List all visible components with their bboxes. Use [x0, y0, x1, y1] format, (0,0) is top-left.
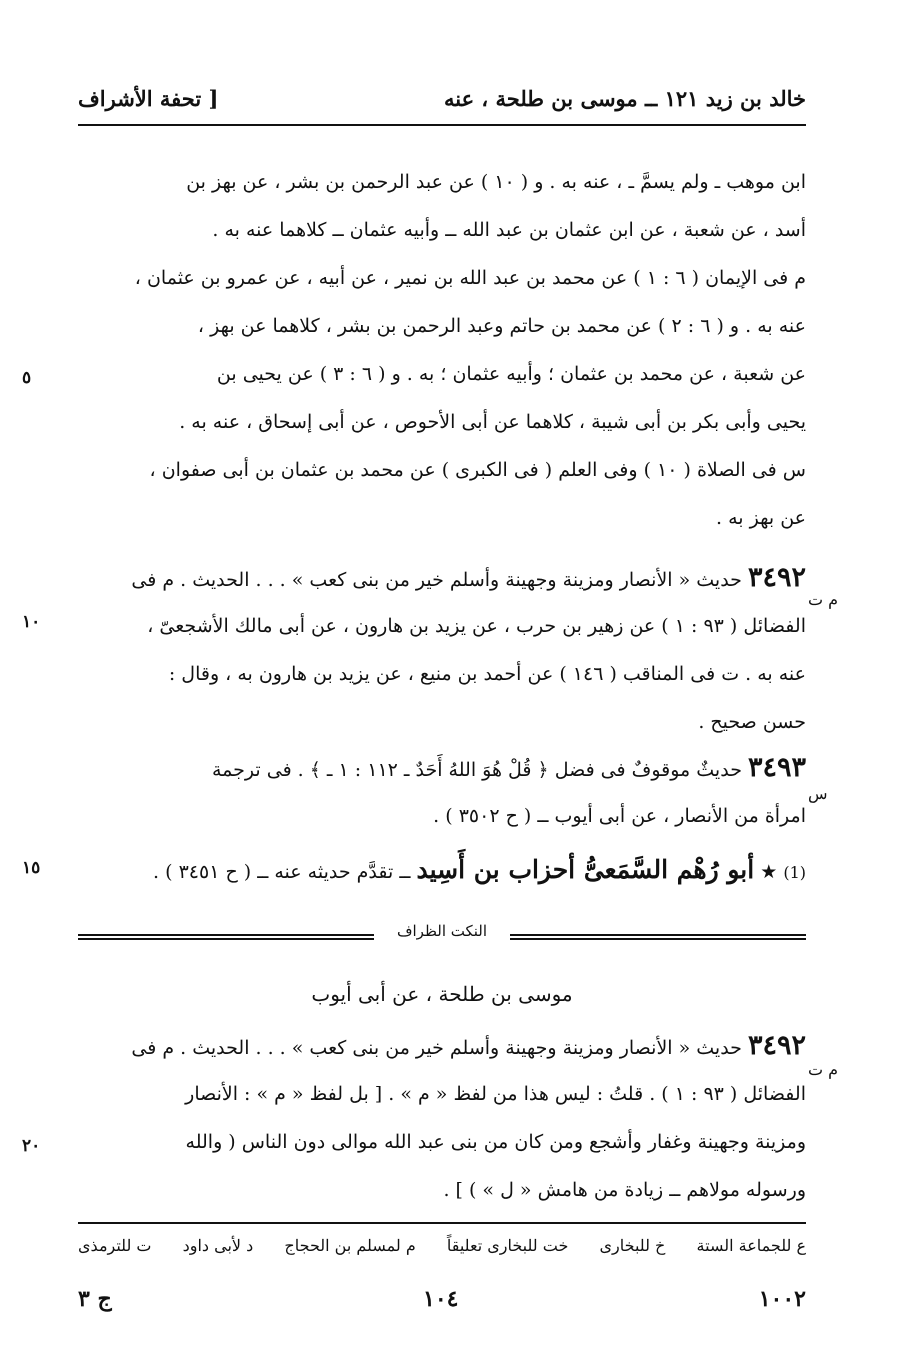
header-title: خالد بن زيد ١٢١ ــ موسى بن طلحة ، عنه: [443, 86, 806, 111]
section-subheading: موسى بن طلحة ، عن أبى أيوب: [311, 982, 573, 1006]
hadith-entry-3493: [78, 744, 806, 840]
text-line: ٣٤٩٣ حديثٌ موقوفٌ فى فضل ﴿ قُلْ هُوَ اللهُ أَحَدٌ ـ ١١٢ : ١ ـ ﴾ . فى ترجمة: [212, 752, 806, 783]
running-header: [78, 82, 806, 122]
paragraph-continuation: [78, 158, 806, 542]
text-line: يحيى وأبى بكر بن أبى شيبة ، كلاهما عن أبى الأحوص ، عن أبى إسحاق ، عنه به .: [179, 411, 806, 433]
text-line: ٣٤٩٢ حديث « الأنصار ومزينة وجهينة وأسلم خير من بنى كعب » . . . الحديث . م فى: [131, 562, 806, 593]
star-icon: ★: [760, 861, 778, 883]
double-rule: [78, 934, 374, 940]
abbreviation: ع للجماعة الستة: [696, 1236, 806, 1255]
footer-rule: [78, 1222, 806, 1224]
line-number: ١٥: [22, 858, 41, 878]
hadith-number: ٣٤٩٢: [747, 562, 806, 593]
text-line: عنه به . ت فى المناقب ( ١٤٦ ) عن أحمد بن منيع ، عن يزيد بن هارون به ، وقال :: [168, 663, 806, 685]
abbreviation-key: [78, 1236, 806, 1255]
hadith-number: ٣٤٩٢: [747, 1030, 806, 1061]
text-line: ٣٤٩٢ حديث « الأنصار ومزينة وجهينة وأسلم خير من بنى كعب » . . . الحديث . م فى: [131, 1030, 806, 1061]
divider-label: النكت الظراف: [396, 922, 488, 940]
page-number: ١٠٤: [423, 1286, 459, 1312]
text-line: عنه به . و ( ٦ : ٢ ) عن محمد بن حاتم وعبد الرحمن بن بشر ، كلاهما عن بهز ،: [197, 315, 806, 337]
line-number: ٢٠: [22, 1136, 41, 1156]
hadith-entry-3492: [78, 554, 806, 746]
abbreviation: د لأبى داود: [182, 1236, 254, 1255]
abbreviation: خت للبخارى تعليقاً: [446, 1236, 569, 1255]
text-line: الفضائل ( ٩٣ : ١ ) . قلتُ : ليس هذا من لفظ « م » . [ بل لفظ « م » : الأنصار: [185, 1083, 806, 1105]
text-line: م فى الإيمان ( ٦ : ١ ) عن محمد بن عبد الله بن نمير ، عن أبيه ، عن عمرو بن عثمان ،: [134, 267, 806, 289]
text-line: ورسوله مولاهم ــ زيادة من هامش « ل » ) ] .: [443, 1179, 806, 1201]
line-number: ٥: [22, 368, 32, 388]
hadith-entry-3492-notes: [78, 1022, 806, 1214]
header-book-title: [ تحفة الأشراف: [78, 86, 219, 111]
footnote-ref: (1): [783, 863, 806, 882]
margin-symbol: م ت: [808, 1060, 839, 1079]
double-rule: [510, 934, 806, 940]
text-line: حسن صحيح .: [698, 711, 806, 733]
text-line: عن بهز به .: [716, 507, 806, 529]
text-line: (1) ★ أبو رُهْم السَّمَعىُّ أحزاب بن أَسِيد ــ تقدَّم حديثه عنه ــ ( ح ٣٤٥١ ) .: [153, 855, 806, 884]
section-divider: [78, 922, 806, 948]
header-rule: [78, 124, 806, 126]
narrator-entry: [78, 846, 806, 894]
hadith-number: ٣٤٩٣: [747, 752, 806, 783]
page-footer: [78, 1286, 806, 1316]
line-number: ١٠: [22, 612, 41, 632]
text-line: ابن موهب ـ ولم يسمَّ ـ ، عنه به . و ( ١٠ ) عن عبد الرحمن بن بشر ، عن بهز بن: [186, 171, 806, 193]
global-page-number: ١٠٠٢: [758, 1286, 806, 1312]
margin-symbol: س: [808, 784, 828, 803]
narrator-name: أبو رُهْم السَّمَعىُّ أحزاب بن أَسِيد: [416, 855, 755, 884]
text-line: امرأة من الأنصار ، عن أبى أيوب ــ ( ح ٣٥٠٢ ) .: [433, 805, 806, 827]
text-line: س فى الصلاة ( ١٠ ) وفى العلم ( فى الكبرى ) عن محمد بن عثمان بن أبى صفوان ،: [149, 459, 806, 481]
volume-label: ج ٣: [78, 1286, 112, 1312]
text-line: ومزينة وجهينة وغفار وأشجع ومن كان من بنى عبد الله موالى دون الناس ( والله: [185, 1131, 806, 1153]
text-line: عن شعبة ، عن محمد بن عثمان ؛ وأبيه عثمان ؛ به . و ( ٦ : ٣ ) عن يحيى بن: [216, 363, 806, 385]
text-line: أسد ، عن شعبة ، عن ابن عثمان بن عبد الله ــ وأبيه عثمان ــ كلاهما عنه به .: [212, 219, 806, 241]
abbreviation: خ للبخارى: [599, 1236, 666, 1255]
abbreviation: م لمسلم بن الحجاج: [284, 1236, 416, 1255]
margin-symbol: م ت: [808, 590, 839, 609]
text-line: الفضائل ( ٩٣ : ١ ) عن زهير بن حرب ، عن يزيد بن هارون ، عن أبى مالك الأشجعىّ ،: [147, 615, 806, 637]
abbreviation: ت للترمذى: [78, 1236, 152, 1255]
